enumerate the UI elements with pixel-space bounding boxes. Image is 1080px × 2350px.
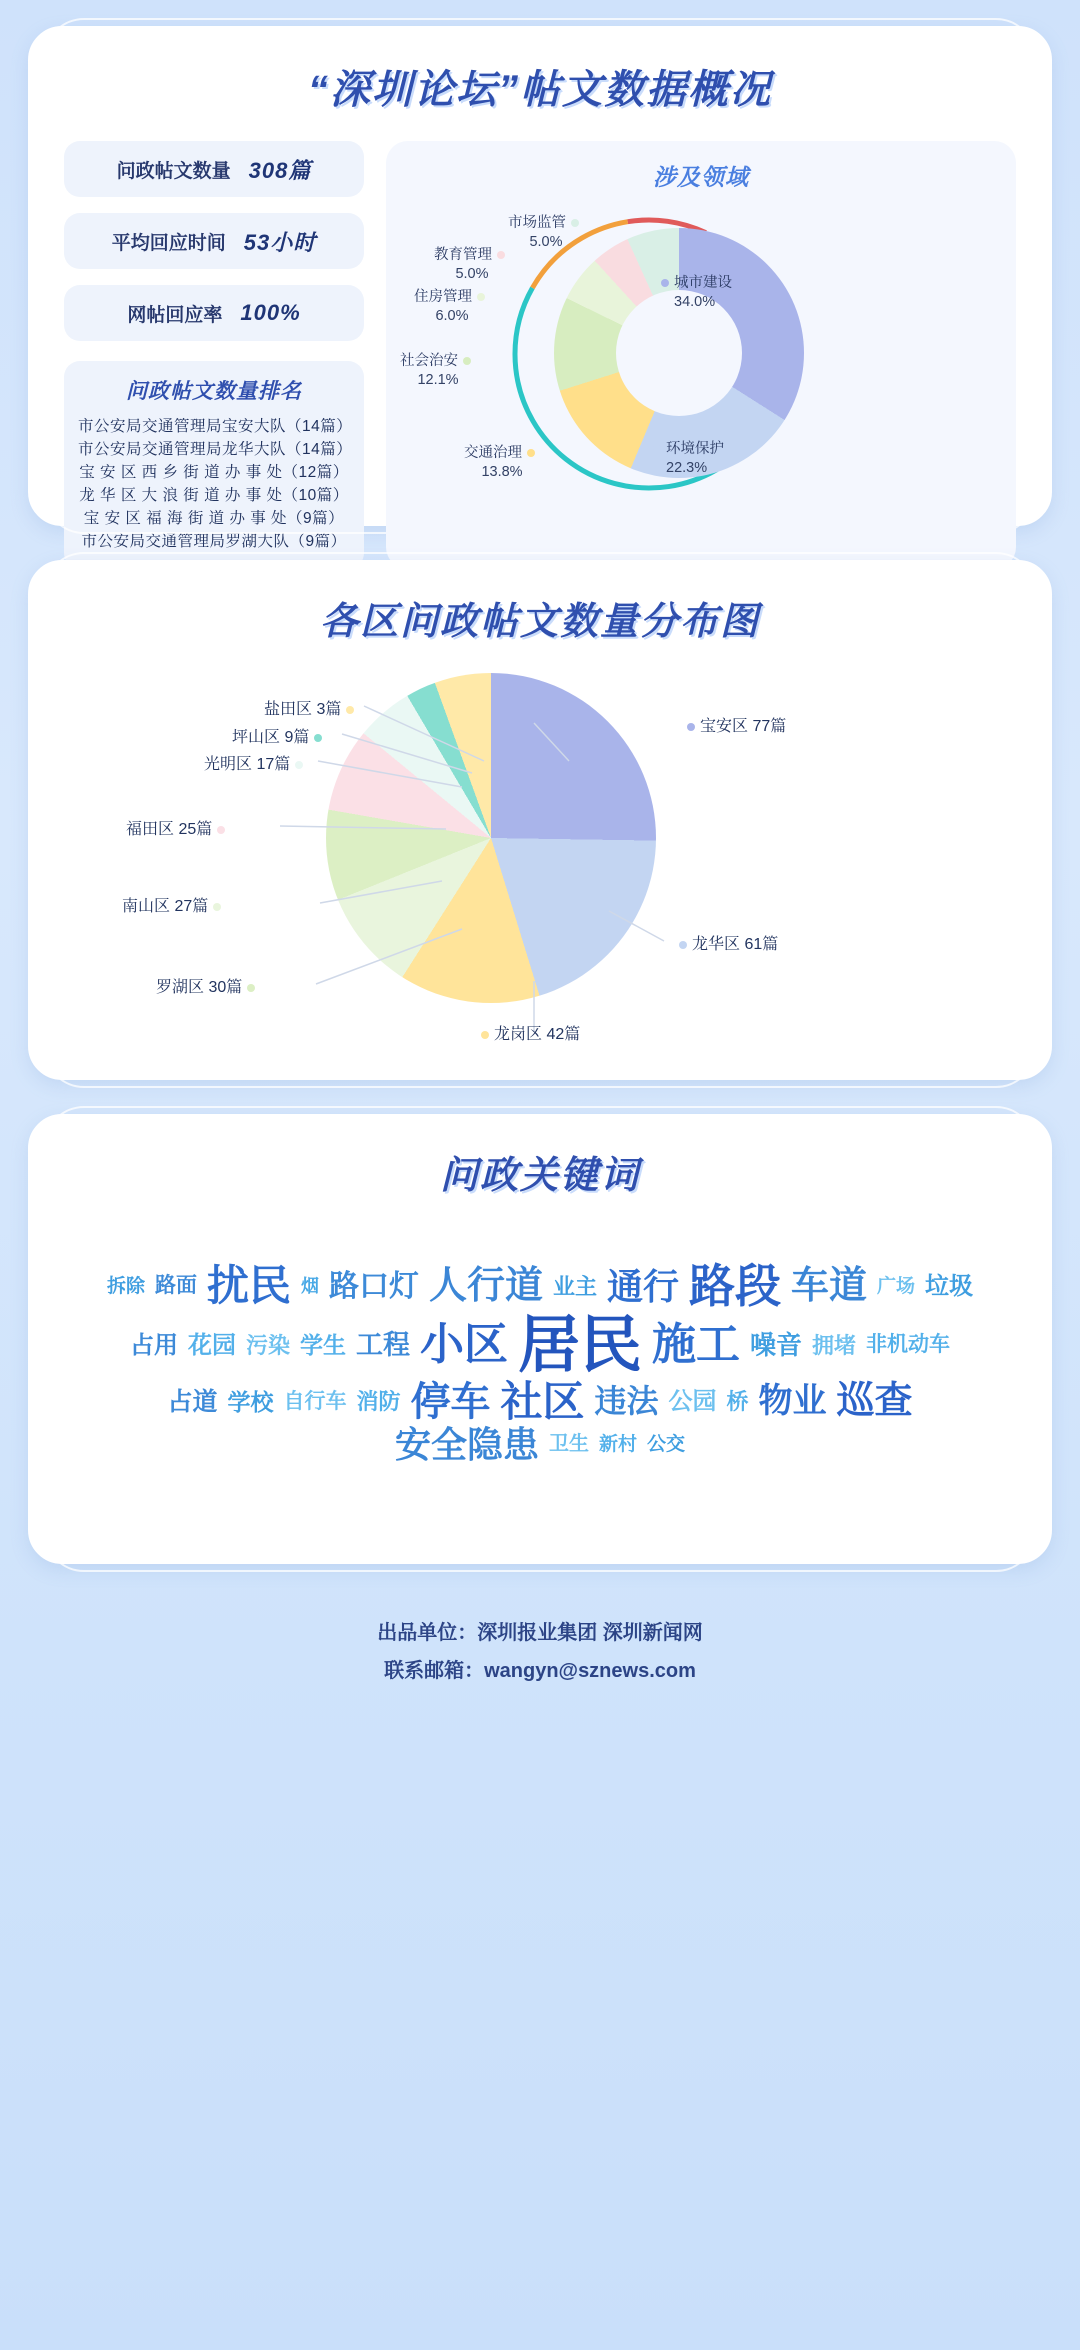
keyword-32: 桥	[726, 1389, 749, 1415]
stat-value: 53小时	[243, 229, 317, 255]
pie-label-futian: 福田区 25篇	[126, 816, 230, 839]
keyword-16: 学生	[299, 1332, 346, 1359]
keyword-26: 自行车	[283, 1389, 347, 1413]
keyword-5: 路口灯	[328, 1269, 419, 1303]
pie-label-longgang: 龙岗区 42篇	[476, 1021, 580, 1044]
donut-label-jiaoyu: 教育管理 5.0%	[434, 246, 510, 284]
keyword-10: 车道	[791, 1264, 868, 1307]
footer-email: 联系邮箱：wangyn@sznews.com	[384, 1660, 696, 1682]
word-cloud	[64, 1213, 1016, 1513]
keyword-27: 消防	[356, 1389, 401, 1415]
keyword-1: 拆除	[106, 1275, 145, 1297]
keyword-33: 物业	[758, 1381, 827, 1420]
list-item: 宝 安 区 西 乡 街 道 办 事 处（12篇）	[79, 464, 349, 481]
keyword-34: 巡查	[836, 1379, 913, 1422]
donut-label-jiaotong: 交通治理 13.8%	[464, 444, 540, 482]
pie-label-longhua: 龙华区 61篇	[674, 931, 778, 954]
donut-chart-panel	[386, 141, 1016, 569]
pie-label-baoan: 宝安区 77篇	[682, 713, 786, 736]
list-item: 宝 安 区 福 海 街 道 办 事 处（9篇）	[83, 510, 345, 527]
keyword-37: 新村	[598, 1433, 637, 1455]
keyword-4: 烟	[300, 1276, 319, 1297]
donut-label-huanbao: 环境保护 22.3%	[648, 440, 724, 478]
pie-label-yantian: 盐田区 3篇	[264, 696, 359, 719]
ranking-title: 问政帖文数量排名	[126, 380, 302, 403]
chart-title: 涉及领域	[653, 164, 749, 190]
keyword-23: 非机动车	[866, 1333, 951, 1357]
stats-column	[64, 141, 364, 569]
keyword-25: 学校	[227, 1388, 274, 1415]
pie-label-pingshan: 坪山区 9篇	[232, 724, 327, 747]
keyword-9: 路段	[689, 1260, 782, 1313]
keyword-6: 人行道	[428, 1264, 543, 1307]
footer	[28, 1598, 1052, 1690]
keyword-15: 污染	[245, 1332, 290, 1358]
stat-response-rate	[64, 285, 364, 341]
list-item: 市公安局交通管理局龙华大队（14篇）	[78, 441, 353, 458]
keyword-3: 扰民	[206, 1262, 291, 1310]
keyword-21: 噪音	[750, 1329, 803, 1360]
card-keywords	[28, 1114, 1052, 1564]
keyword-28: 停车	[410, 1379, 491, 1424]
pie-label-luohu: 罗湖区 30篇	[156, 974, 260, 997]
card-district-distribution	[28, 560, 1052, 1080]
donut-label-zhufang: 住房管理 6.0%	[414, 288, 490, 326]
donut-label-shichang: 市场监管 5.0%	[508, 214, 584, 252]
stat-label: 平均回应时间	[111, 232, 226, 254]
keyword-14: 花园	[187, 1331, 236, 1359]
keyword-8: 通行	[607, 1265, 680, 1307]
keyword-18: 小区	[419, 1320, 508, 1370]
keyword-13: 占用	[129, 1331, 178, 1359]
ranking-panel	[64, 361, 364, 569]
stat-label: 网帖回应率	[127, 304, 223, 326]
keyword-31: 公园	[668, 1388, 717, 1416]
chart-title: 各区问政帖文数量分布图	[319, 601, 760, 643]
keyword-36: 卫生	[548, 1433, 589, 1456]
footer-publisher: 出品单位：深圳报业集团 深圳新闻网	[377, 1622, 703, 1644]
keyword-7: 业主	[552, 1273, 597, 1299]
stat-avg-response-time	[64, 213, 364, 269]
donut-label-chengshi: 城市建设 34.0%	[656, 274, 732, 312]
keyword-12: 垃圾	[925, 1272, 974, 1300]
pie-leader-lines	[64, 651, 1076, 1071]
keyword-29: 社区	[500, 1377, 585, 1425]
keyword-11: 广场	[877, 1275, 916, 1297]
keyword-20: 施工	[652, 1320, 740, 1370]
keyword-38: 公交	[647, 1433, 686, 1455]
stat-value: 100%	[240, 300, 301, 325]
card-overview	[28, 26, 1052, 550]
pie-label-guangming: 光明区 17篇	[204, 751, 308, 774]
donut-chart	[386, 192, 1016, 522]
list-item: 市公安局交通管理局宝安大队（14篇）	[78, 418, 353, 435]
pie-chart	[64, 651, 1016, 1071]
donut-label-shehui: 社会治安 12.1%	[400, 352, 476, 390]
list-item: 市公安局交通管理局罗湖大队（9篇）	[81, 533, 347, 550]
keyword-2: 路面	[154, 1274, 197, 1298]
keyword-17: 工程	[355, 1330, 410, 1361]
keyword-22: 拥堵	[812, 1332, 857, 1358]
keyword-35: 安全隐患	[394, 1423, 539, 1465]
stat-label: 问政帖文数量	[116, 160, 231, 182]
keyword-24: 占道	[167, 1387, 218, 1416]
list-item: 龙 华 区 大 浪 街 道 办 事 处（10篇）	[79, 487, 349, 504]
pie-label-nanshan: 南山区 27篇	[122, 893, 226, 916]
stat-value: 308篇	[248, 157, 312, 183]
stat-post-count	[64, 141, 364, 197]
page-title: “深圳论坛”帖文数据概况	[308, 68, 772, 112]
keyword-30: 违法	[594, 1383, 659, 1419]
keyword-19: 居民	[517, 1310, 642, 1380]
chart-title: 问政关键词	[439, 1155, 640, 1197]
